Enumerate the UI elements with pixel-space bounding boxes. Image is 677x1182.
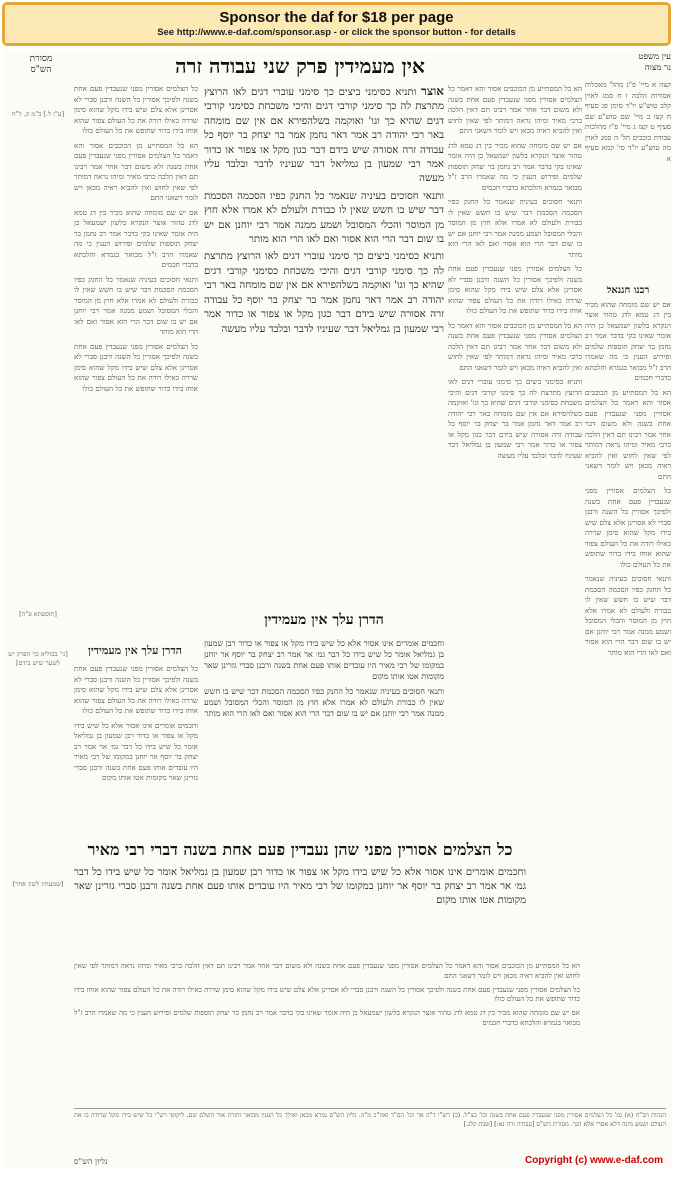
mishna-text bbox=[74, 866, 526, 958]
rabbenu-chananel-text-4: ותנאי חסוכים בעיניה שנאמר כל החנק כפיו הסכמה הסכמת דבר שיש בו חשש שאין לו כבורת ולעולם לא אמרו אלא חוץ מן המוסר והכלי המסובל ושמע ממנה אמר רבי יוחנן אם יש בו שום דבר הרי הוא אסור ואם לאו הרי הוא מותר bbox=[585, 574, 671, 657]
masoret-note-2: [תוספתא פ"ה] bbox=[19, 610, 57, 618]
tosafot-column bbox=[448, 84, 582, 834]
rashi-lower-text-1: כל הצלמים אסורין מפני שנעבדין פעם אחת בשנה ולפיכך אסורין כל השנה ורבנן סברי לא אסרינן אלא צלם שיש בידו מקל שהוא סימן שררה כאילו רודה את כל העולם צפור שהוא אוחז בידו כדור שתופש את כל העולם כולו bbox=[74, 664, 198, 715]
gemara-continuation-text: וחכמים אומרים אינו אסור אלא כל שיש בידו מקל או צפור או כדור רבן שמעון בן גמליאל אומר כל שיש בידו כל דבר גמ׳ אר אמר רב יצחק בר יוסף אר יוחנן במקומו של רבי מאיר היו עובדים אותו פעם אחת בשנה ורבנן סברי גזרינן שאר מקומות אטו אותו מקום bbox=[204, 639, 444, 681]
rashi-column bbox=[74, 84, 198, 640]
tosafot-text-2: אם יש שם מומחה שהוא מכיר בין דג טמא לדג טהור אוצר הנקרא בלשון ישמעאל כן היה אומר שאינו בקי בדבר אמר רב נחמן בר יצחק תוספות שלמים ופירוש הענין כי מה שאמרו הרב ז"ל מבואר בגמרא והלכתא כדברי חכמים bbox=[448, 140, 582, 192]
rashi-text-5: כל הצלמים אסורין מפני שנעבדין פעם אחת בשנה ולפיכך אסורין כל השנה ורבנן סברי לא אסרינן אלא צלם שיש בידו מקל שהוא סימן שררה כאילו רודה את כל העולם צפור שהוא אוחז בידו כדור שתופש את כל העולם כולו bbox=[74, 341, 198, 393]
gemara-lead-word: אוצר bbox=[421, 84, 444, 98]
rashi-lower-text-2: וחכמים אומרים אינו אסור אלא כל שיש בידו מקל או צפור או כדור רבן שמעון בן גמליאל אומר כל שיש בידו כל דבר גמ׳ אר אמר רב יצחק בר יוסף אר יוחנן במקומו של רבי מאיר היו עובדים אותו פעם אחת בשנה ורבנן סברי גזרינן שאר מקומות אטו אותו מקום bbox=[74, 720, 198, 782]
gemara-continuation bbox=[204, 638, 444, 836]
mishna-paragraph: וחכמים אומרים אינו אסור אלא כל שיש בידו מקל או צפור או כדור רבן שמעון בן גמליאל אומר כל שיש בידו כל דבר גמ׳ אר אמר רב יצחק בר יוסף אר יוחנן במקומו של רבי מאיר היו עובדים אותו פעם אחת בשנה ורבנן סברי גזרינן שאר מקומות אטו אותו מקום bbox=[74, 867, 526, 906]
chapter-mishna-title: כל הצלמים אסורין מפני שהן נעבדין פעם אחת בשנה דברי רבי מאיר bbox=[87, 840, 513, 859]
gilyon-hashas-label: נליון הש"ס bbox=[74, 1157, 108, 1166]
tosafot-text-1: הא כל המסתייע מן הכוכבים אסור והא דאמר כל הצלמים אסורין מפני שנעבדין פעם אחת בשנה ולא משום דבר אחר אמר רבינו תם דאין הלכה כרבי מאיר ומיהו נראה דמותר לפי שאין לחוש ואין להביא ראיה מכאן ויש לומר דשאני התם bbox=[448, 84, 582, 135]
ein-mishpat-text: קצה א מיי' פ"ג מהל' מאכלות אסורות הלכה ז ח סמג לאוין קלב טוש"ע יו"ד סימן פג סעיף ח קצו ב מיי' שם טוש"ע שם סעיף ט קצז ג מיי' פ"ז מהלכות עבודת כוכבים הל' ה סמג לאוין מה טוש"ע יו"ד סי' קמא סעיף א bbox=[585, 80, 671, 163]
masoret-hashas-heading: מסורת הש"ס bbox=[29, 54, 53, 75]
gemara-paragraph-3: ותניא כסימני ביצים כך סימני עוברי דגים לאו הרוצץ מתרצת לה כך סימני קורבי דגים והיכי משכחת כסימני קורבי דגים שהיא כך וגו' ואוקמה בשלהפירא אם אין שם מומחה באר רבי יהודה רב אמר דאר נחמן אמר בר יצחק בר יוסף כל עבודה זרה אסורה שיש בידם דבר כגון מקל או צפור או כדור אמר רבי שמעון בן גמליאל דבר שעיניו לדבר ובלבד עליו מעשה bbox=[204, 251, 444, 335]
rabbenu-chananel-column bbox=[585, 286, 671, 1106]
divider bbox=[74, 1108, 666, 1109]
rabbenu-chananel-text-3: כל הצלמים אסורין מפני שנעבדין פעם אחת בשנה ולפיכך אסורין כל השנה ורבנן סברי לא אסרינן אלא צלם שיש בידו מקל שהוא סימן שררה כאילו רודה את כל העולם צפור שהוא אוחז בידו כדור שתופש את כל העולם כולו bbox=[585, 486, 671, 569]
tosafot-text-6: ותניא כסימני ביצים כך סימני עוברי דגים לאו הרוצץ מתרצת לה כך סימני קורבי דגים והיכי משכחת כסימני קורבי דגים שהיא כך וגו' ואוקמה בשלהפירא אם אין שם מומחה באר רבי יהודה רב אמר דאר נחמן אמר בר יצחק בר יוסף כל עבודה זרה אסורה שיש בידם דבר כגון מקל או צפור או כדור אמר רבי שמעון בן גמליאל דבר שעיניו לדבר ובלבד עליו מעשה bbox=[448, 377, 582, 460]
ein-mishpat-column bbox=[585, 80, 671, 280]
gemara-continuation-text-2: ותנאי חסוכים בעיניה שנאמר כל החנק כפיו הסכמה הסכמת דבר שיש בו חשש שאין לו כבורת ולעולם לא אמרו אלא חוץ מן המוסר והכלי המסובל ושמע ממנה אמר רבי יוחנן אם יש בו שום דבר הרי הוא אסור ואם לאו הרי הוא מותר bbox=[204, 687, 444, 718]
rashi-hadran: הדרן עלך אין מעמידין bbox=[88, 644, 182, 657]
lower-commentary bbox=[74, 962, 580, 1108]
hadran-line: הדרן עלך אין מעמידין bbox=[264, 612, 384, 628]
page-header: אין מעמידין פרק שני עבודה זרה bbox=[175, 54, 425, 78]
rashi-text-1: כל הצלמים אסורין מפני שנעבדין פעם אחת בשנה ולפיכך אסורין כל השנה ורבנן סברי לא אסרינן אלא צלם שיש בידו מקל שהוא סימן שררה כאילו רודה את כל העולם צפור שהוא אוחז בידו כדור שתופש את כל העולם כולו bbox=[74, 84, 198, 135]
talmud-page bbox=[4, 50, 673, 1168]
rabbenu-chananel-text-2: הא כל המסתייע מן הכוכבים אסור והא דאמר כל הצלמים אסורין מפני שנעבדין פעם אחת בשנה ולא משום דבר אחר אמר רבינו תם דאין הלכה כרבי מאיר ומיהו נראה דמותר לפי שאין לחוש ואין להביא ראיה מכאן ויש לומר דשאני התם bbox=[585, 387, 671, 481]
copyright-notice[interactable]: Copyright (c) www.e-daf.com bbox=[525, 1155, 663, 1166]
tosafot-text-3: ותנאי חסוכים בעיניה שנאמר כל החנק כפיו הסכמה הסכמת דבר שיש בו חשש שאין לו כבורת ולעולם לא אמרו אלא חוץ מן המוסר והכלי המסובל ושמע ממנה אמר רבי יוחנן אם יש בו שום דבר הרי הוא אסור ואם לאו הרי הוא מותר bbox=[448, 197, 582, 259]
rashi-text-4: ותנאי חסוכים בעיניה שנאמר כל החנק כפיו הסכמה הסכמת דבר שיש בו חשש שאין לו כבורת ולעולם לא אמרו אלא חוץ מן המוסר והכלי המסובל ושמע ממנה אמר רבי יוחנן אם יש בו שום דבר הרי הוא אסור ואם לאו הרי הוא מותר bbox=[74, 274, 198, 336]
rashi-column-lower bbox=[74, 664, 198, 836]
gemara-paragraph-1: ותניא כסימני ביצים כך סימני עוברי דגים לאו הרוצץ מתרצת לה כך סימני קורבי דגים והיכי משכחת כסימני קורבי דגים שהיא כך וגו' ואוקמה בשלהפירא אם אין שם מומחה באר רבי יהודה רב אמר דאר נחמן אמר בר יצחק בר יוסף כל עבודה זרה אסורה שיש בידם דבר כגון מקל או צפור או כדור אמר רבי שמעון בן גמליאל דבר שעיניו לדבר ובלבד עליו מעשה bbox=[204, 87, 444, 185]
page-footer-notes: הגהות הב"ח (א) גמ' כל הצלמים אסורין מפני שנעבדין פעם אחת בשנה וכו' כצ"ל. (ב) רש"י ד"ה אר וכו' הס"ד ואח"כ מ"ה. גליון הש"ס גמרא מכאן ואילך כל הענין מבואר ותורה אור השלם שם. ליקוטי רש"י כל שיש בידו מקל שרודה בו את העולם ושמע מינה דלא אסרי אלא הנך. מסורת הש"ס [עבודה זרה נא:] [שבת קלג.] bbox=[74, 1112, 666, 1128]
lower-commentary-text-2: כל הצלמים אסורין מפני שנעבדין פעם אחת בשנה ולפיכך אסורין כל השנה ורבנן סברי לא אסרינן אלא צלם שיש בידו מקל שהוא סימן שררה כאילו רודה את כל העולם צפור שהוא אוחז בידו כדור שתופש את כל העולם כולו bbox=[74, 985, 580, 1004]
tosafot-text-4: כל הצלמים אסורין מפני שנעבדין פעם אחת בשנה ולפיכך אסורין כל השנה ורבנן סברי לא אסרינן אלא צלם שיש בידו מקל שהוא סימן שררה כאילו רודה את כל העולם צפור שהוא אוחז בידו כדור שתופש את כל העולם כולו bbox=[448, 264, 582, 315]
sponsor-banner[interactable] bbox=[2, 2, 671, 46]
gemara-text bbox=[204, 84, 444, 612]
ein-mishpat-heading: עין משפט נר מצוה bbox=[638, 52, 671, 73]
lower-commentary-text-1: הא כל המסתייע מן הכוכבים אסור והא דאמר כל הצלמים אסורין מפני שנעבדין פעם אחת בשנה ולא משום דבר אחר אמר רבינו תם דאין הלכה כרבי מאיר ומיהו נראה דמותר לפי שאין לחוש ואין להביא ראיה מכאן ויש לומר דשאני התם bbox=[74, 962, 580, 980]
masoret-note-1: [ע"ז ל.] ב"מ ק. ל"ח bbox=[11, 110, 65, 118]
lower-commentary-text-3: אם יש שם מומחה שהוא מכיר בין דג טמא לדג טהור אוצר הנקרא בלשון ישמעאל כן היה אומר שאינו בקי בדבר אמר רב נחמן בר יצחק תוספות שלמים ופירוש הענין כי מה שאמרו הרב ז"ל מבואר בגמרא והלכתא כדברי חכמים bbox=[74, 1009, 580, 1027]
rabbenu-chananel-title: רבנו חננאל bbox=[606, 286, 650, 296]
rashi-text-2: הא כל המסתייע מן הכוכבים אסור והא דאמר כל הצלמים אסורין מפני שנעבדין פעם אחת בשנה ולא משום דבר אחר אמר רבינו תם דאין הלכה כרבי מאיר ומיהו נראה דמותר לפי שאין לחוש ואין להביא ראיה מכאן ויש לומר דשאני התם bbox=[74, 140, 198, 202]
masoret-note-4: [שמעתין לשון אחר] bbox=[12, 880, 64, 888]
rabbenu-chananel-text: אם יש שם מומחה שהוא מכיר בין דג טמא לדג טהור אוצר הנקרא בלשון ישמעאל כן היה אומר שאינו בקי בדבר אמר רב נחמן בר יצחק תוספות שלמים ופירוש הענין כי מה שאמרו הרב ז"ל מבואר בגמרא והלכתא כדברי חכמים bbox=[585, 299, 671, 382]
sponsor-banner-title[interactable]: Sponsor the daf for $18 per page bbox=[219, 9, 454, 26]
masoret-note-3: [גי' בכוליא כך הפרק יש לשער שיש בידם] bbox=[8, 650, 68, 667]
rashi-text-3: אם יש שם מומחה שהוא מכיר בין דג טמא לדג טהור אוצר הנקרא בלשון ישמעאל כן היה אומר שאינו בקי בדבר אמר רב נחמן בר יצחק תוספות שלמים ופירוש הענין כי מה שאמרו הרב ז"ל מבואר בגמרא והלכתא כדברי חכמים bbox=[74, 207, 198, 269]
tosafot-text-5: הא כל המסתייע מן הכוכבים אסור והא דאמר כל הצלמים אסורין מפני שנעבדין פעם אחת בשנה ולא משום דבר אחר אמר רבינו תם דאין הלכה כרבי מאיר ומיהו נראה דמותר לפי שאין לחוש ואין להביא ראיה מכאן ויש לומר דשאני התם bbox=[448, 320, 582, 372]
sponsor-banner-subtitle[interactable]: See http://www.e-daf.com/sponsor.asp - or click the sponsor button - for details bbox=[157, 27, 516, 38]
gemara-paragraph-2: ותנאי חסוכים בעיניה שנאמר כל החנק כפיו הסכמה הסכמת דבר שיש בו חשש שאין לו כבורת ולעולם לא אמרו אלא חוץ מן המוסר והכלי המסובל ושמע ממנה אמר רבי יוחנן אם יש בו שום דבר הרי הוא אסור ואם לאו הרי הוא מותר bbox=[204, 190, 444, 246]
